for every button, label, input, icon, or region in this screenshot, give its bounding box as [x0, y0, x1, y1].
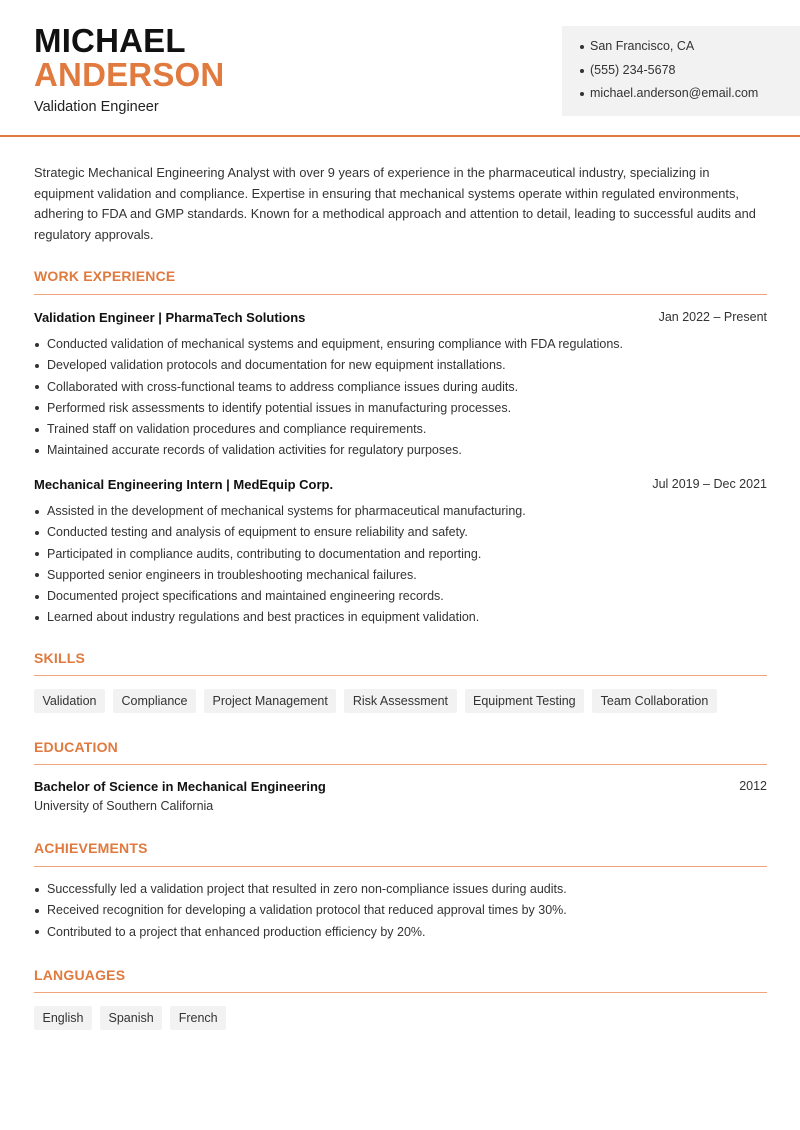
section-divider: [34, 764, 767, 765]
section-title-languages: LANGUAGES: [34, 967, 126, 983]
list-item: Maintained accurate records of validation activities for regulatory purposes.: [34, 442, 769, 463]
work-bullets: [34, 503, 769, 631]
work-entry-title: Validation Engineer | PharmaTech Solutions: [34, 310, 306, 325]
skill-tag: Compliance: [113, 689, 196, 713]
section-title-skills: SKILLS: [34, 650, 85, 666]
graduation-year: 2012: [739, 779, 767, 793]
work-bullets: [34, 336, 769, 464]
work-entry-date: Jan 2022 – Present: [658, 310, 767, 324]
contact-email: michael.anderson@email.com: [580, 85, 800, 109]
list-item: Successfully led a validation project that resulted in zero non-compliance issues during audits.: [34, 881, 769, 902]
list-item: Conducted testing and analysis of equipment to ensure reliability and safety.: [34, 524, 769, 545]
work-entry-date: Jul 2019 – Dec 2021: [652, 477, 767, 491]
last-name: ANDERSON: [34, 56, 225, 93]
degree-title: Bachelor of Science in Mechanical Engineering: [34, 779, 326, 794]
list-item: Assisted in the development of mechanical systems for pharmaceutical manufacturing.: [34, 503, 769, 524]
contact-box: [562, 26, 800, 116]
section-divider: [34, 866, 767, 867]
list-item: Performed risk assessments to identify potential issues in manufacturing processes.: [34, 400, 769, 421]
section-divider: [34, 992, 767, 993]
skill-tag: Project Management: [204, 689, 336, 713]
work-entry-title: Mechanical Engineering Intern | MedEquip Corp.: [34, 477, 334, 492]
section-title-achievements: ACHIEVEMENTS: [34, 840, 148, 856]
section-divider: [34, 294, 767, 295]
skill-tag: Validation: [34, 689, 105, 713]
skill-tag: Team Collaboration: [592, 689, 717, 713]
resume-header: [0, 0, 800, 137]
list-item: Collaborated with cross-functional teams to address compliance issues during audits.: [34, 379, 769, 400]
skill-tag: Risk Assessment: [344, 689, 456, 713]
list-item: Documented project specifications and maintained engineering records.: [34, 588, 769, 609]
list-item: Received recognition for developing a validation protocol that reduced approval times by 30%.: [34, 902, 769, 923]
first-name: MICHAEL: [34, 22, 186, 59]
list-item: Learned about industry regulations and best practices in equipment validation.: [34, 609, 769, 630]
list-item: Trained staff on validation procedures and compliance requirements.: [34, 421, 769, 442]
summary-paragraph: Strategic Mechanical Engineering Analyst with over 9 years of experience in the pharmaceutical industry, specializing in equipment validation and compliance. Expertise in ensuring that mechanical systems operate within regulated environments, adhering to FDA and GMP standards. Known for a methodical approach and attention to detail, leading to successful audits and regulatory approvals.: [34, 165, 756, 243]
language-tags: [34, 1006, 226, 1030]
language-tag: French: [170, 1006, 226, 1030]
contact-location: San Francisco, CA: [580, 38, 800, 62]
list-item: Conducted validation of mechanical systems and equipment, ensuring compliance with FDA regulations.: [34, 336, 769, 357]
language-tag: Spanish: [100, 1006, 162, 1030]
list-item: Supported senior engineers in troubleshooting mechanical failures.: [34, 567, 769, 588]
school-name: University of Southern California: [34, 799, 214, 813]
skills-tags: [34, 689, 717, 713]
list-item: Contributed to a project that enhanced production efficiency by 20%.: [34, 924, 769, 945]
section-divider: [34, 675, 767, 676]
list-item: Participated in compliance audits, contributing to documentation and reporting.: [34, 546, 769, 567]
achievement-bullets: [34, 881, 769, 945]
contact-phone: (555) 234-5678: [580, 62, 800, 86]
section-title-work: WORK EXPERIENCE: [34, 268, 176, 284]
job-title: Validation Engineer: [34, 99, 159, 115]
language-tag: English: [34, 1006, 92, 1030]
list-item: Developed validation protocols and documentation for new equipment installations.: [34, 357, 769, 378]
skill-tag: Equipment Testing: [465, 689, 585, 713]
section-title-education: EDUCATION: [34, 739, 118, 755]
